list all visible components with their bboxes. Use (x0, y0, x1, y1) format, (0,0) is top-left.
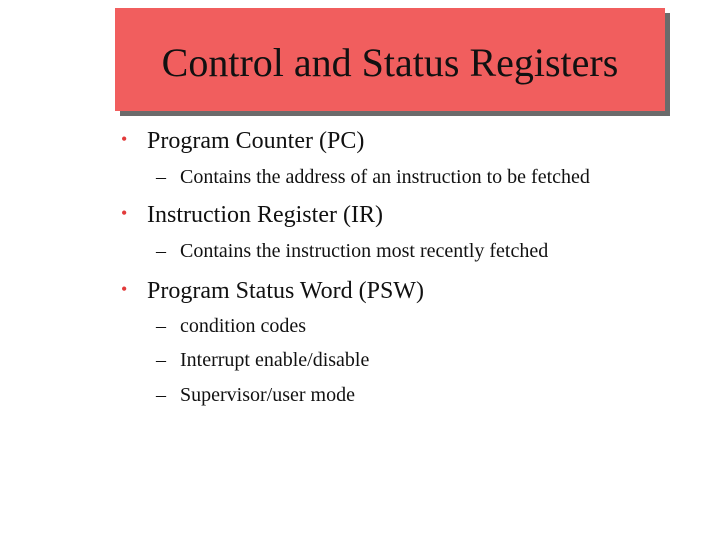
bullet-label: Program Status Word (PSW) (147, 278, 424, 304)
sub-marker: – (156, 315, 166, 337)
sub-item-label: condition codes (180, 315, 307, 337)
sub-marker: – (156, 240, 166, 262)
sub-item (156, 349, 369, 372)
bullet-label: Program Counter (PC) (147, 128, 365, 154)
bullet-item-pc (121, 128, 364, 155)
sub-item-label: Interrupt enable/disable (180, 349, 370, 371)
bullet-marker: • (121, 129, 128, 149)
sub-item (156, 315, 306, 338)
sub-marker: – (156, 384, 166, 406)
slide-title: Control and Status Registers (161, 40, 619, 85)
bullet-item-psw (121, 278, 424, 305)
bullet-marker: • (121, 203, 128, 223)
sub-item-label: Contains the instruction most recently fetched (180, 240, 549, 262)
sub-item (156, 166, 590, 189)
sub-item-label: Supervisor/user mode (180, 384, 355, 406)
sub-item-label: Contains the address of an instruction to be fetched (180, 166, 590, 188)
bullet-item-ir (121, 202, 383, 229)
sub-marker: – (156, 166, 166, 188)
sub-marker: – (156, 349, 166, 371)
bullet-marker: • (121, 279, 128, 299)
sub-item (156, 240, 548, 263)
sub-item (156, 384, 355, 407)
bullet-label: Instruction Register (IR) (147, 202, 383, 228)
